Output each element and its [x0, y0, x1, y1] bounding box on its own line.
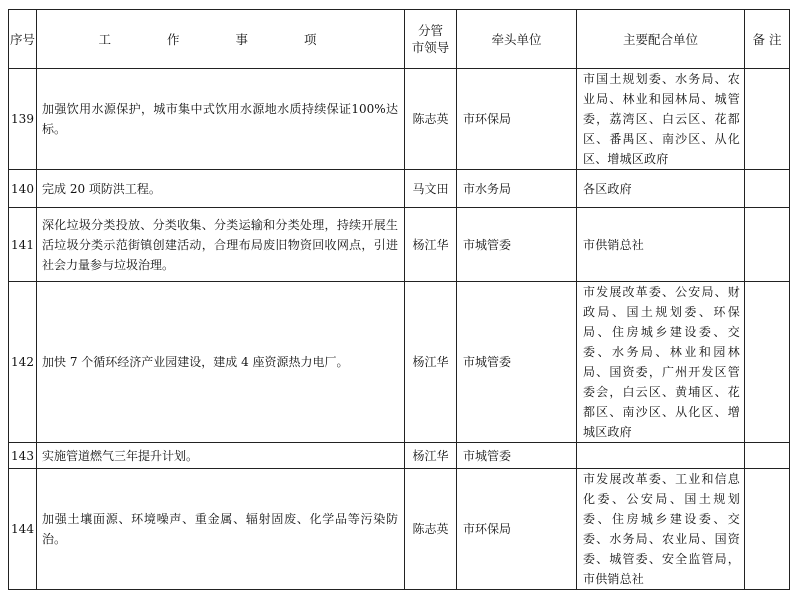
- row-remark: [745, 170, 790, 208]
- row-partners: 各区政府: [577, 170, 745, 208]
- row-partners: 市国土规划委、水务局、农业局、林业和园林局、城管委，荔湾区、白云区、花都区、番禺区、南沙区、从化区、增城区政府: [577, 69, 745, 170]
- row-leader: 杨江华: [405, 443, 457, 469]
- row-lead-unit: 市城管委: [457, 208, 577, 282]
- row-remark: [745, 208, 790, 282]
- table-row: [9, 69, 790, 170]
- row-partners: 市供销总社: [577, 208, 745, 282]
- table-row: [9, 170, 790, 208]
- row-leader: 陈志英: [405, 469, 457, 590]
- header-partners: 主要配合单位: [577, 10, 745, 69]
- row-task: 实施管道燃气三年提升计划。: [37, 443, 405, 469]
- row-seq: 142: [9, 282, 37, 443]
- row-task: 完成 20 项防洪工程。: [37, 170, 405, 208]
- row-leader: 马文田: [405, 170, 457, 208]
- row-seq: 139: [9, 69, 37, 170]
- row-task: 深化垃圾分类投放、分类收集、分类运输和分类处理，持续开展生活垃圾分类示范街镇创建活动，合理布局废旧物资回收网点，引进社会力量参与垃圾治理。: [37, 208, 405, 282]
- table-row: [9, 282, 790, 443]
- table-row: [9, 208, 790, 282]
- header-leader: [405, 10, 457, 69]
- row-seq: 143: [9, 443, 37, 469]
- row-seq: 144: [9, 469, 37, 590]
- work-items-table: [8, 9, 790, 590]
- row-remark: [745, 69, 790, 170]
- row-lead-unit: 市城管委: [457, 282, 577, 443]
- row-remark: [745, 469, 790, 590]
- row-task: 加快 7 个循环经济产业园建设，建成 4 座资源热力电厂。: [37, 282, 405, 443]
- header-remark: 备 注: [745, 10, 790, 69]
- header-work-item: 工 作 事 项: [37, 10, 405, 69]
- row-lead-unit: 市环保局: [457, 469, 577, 590]
- row-remark: [745, 282, 790, 443]
- row-partners: 市发展改革委、公安局、财政局、国土规划委、环保局、住房城乡建设委、交委、水务局、林业和园林局、国资委，广州开发区管委会，白云区、黄埔区、花都区、南沙区、从化区、增城区政府: [577, 282, 745, 443]
- header-seq: 序号: [9, 10, 37, 69]
- row-leader: 陈志英: [405, 69, 457, 170]
- row-remark: [745, 443, 790, 469]
- row-lead-unit: 市水务局: [457, 170, 577, 208]
- row-task: 加强土壤面源、环境噪声、重金属、辐射固废、化学品等污染防治。: [37, 469, 405, 590]
- row-leader: 杨江华: [405, 208, 457, 282]
- row-lead-unit: 市环保局: [457, 69, 577, 170]
- row-leader: 杨江华: [405, 282, 457, 443]
- row-partners: 市发展改革委、工业和信息化委、公安局、国土规划委、住房城乡建设委、交委、水务局、农业局、国资委、城管委、安全监管局，市供销总社: [577, 469, 745, 590]
- table-row: [9, 469, 790, 590]
- row-task: 加强饮用水源保护，城市集中式饮用水源地水质持续保证100%达标。: [37, 69, 405, 170]
- header-row: [9, 10, 790, 69]
- header-leader-line1: 分管: [417, 23, 443, 38]
- row-seq: 140: [9, 170, 37, 208]
- table-row: [9, 443, 790, 469]
- row-seq: 141: [9, 208, 37, 282]
- header-lead-unit: 牵头单位: [457, 10, 577, 69]
- row-partners: [577, 443, 745, 469]
- row-lead-unit: 市城管委: [457, 443, 577, 469]
- header-leader-line2: 市领导: [411, 40, 450, 55]
